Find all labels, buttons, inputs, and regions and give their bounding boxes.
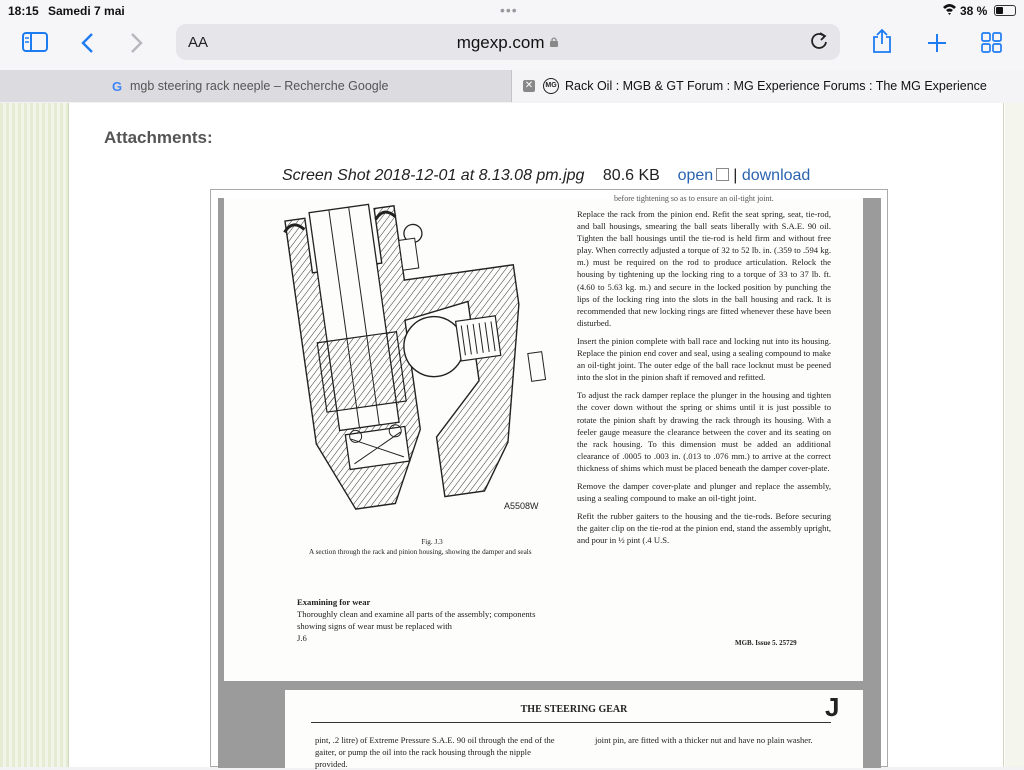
attachment-image[interactable] <box>210 189 888 767</box>
tab-rack-oil[interactable] <box>512 70 1024 102</box>
status-bar <box>0 0 1024 22</box>
tab-bar <box>0 70 1024 102</box>
sidebar-icon[interactable] <box>22 32 48 52</box>
download-link[interactable]: download <box>741 167 811 184</box>
chapter-letter: J <box>825 692 840 722</box>
paragraph: Refit the rubber gaiters to the housing and the tie-rods. Before securing the gaiter clip on the tie-rod at the pinion end, stand the assembly upright, and pour in ½ pint (.4 U.S. <box>577 511 831 546</box>
close-tab-icon[interactable]: ✕ <box>524 80 534 91</box>
external-link-icon[interactable] <box>716 168 729 181</box>
examining-section <box>297 596 553 644</box>
manual-text-column <box>577 208 831 552</box>
figure-caption-text: A section through the rack and pinion housing, showing the damper and seals <box>309 548 532 556</box>
reload-icon[interactable] <box>810 31 828 51</box>
attachment-size: 80.6 KB <box>602 167 660 184</box>
attachment-filename: Screen Shot 2018-12-01 at 8.13.08 pm.jpg <box>282 167 585 184</box>
link-separator: | <box>733 167 738 184</box>
lock-icon <box>549 36 559 48</box>
forward-icon[interactable] <box>130 32 144 54</box>
manual-next-page <box>285 690 863 768</box>
manual-page <box>224 194 863 681</box>
browser-toolbar <box>0 22 1024 70</box>
paragraph: Insert the pinion complete with ball race and locking nut into its housing. Replace the pinion end cover and seal, using a sealing compound to make an oil-tight joint. The outer edge of the ball race locknut must be peened into the slot in the pinion shaft if removed and refitted. <box>577 335 831 383</box>
attachment-line <box>282 167 810 185</box>
share-icon[interactable] <box>872 28 892 54</box>
examining-heading: Examining for wear <box>297 597 371 607</box>
address-bar[interactable] <box>176 24 840 60</box>
title-rule <box>311 722 831 723</box>
multitasking-dots-icon[interactable]: ••• <box>500 2 518 18</box>
figure-number: Fig. J.3 <box>421 538 443 546</box>
chapter-title: THE STEERING GEAR <box>520 704 628 715</box>
tab-google-search[interactable] <box>0 70 512 102</box>
page-footer: MGB. Issue 5. 25729 <box>735 639 797 647</box>
examining-text: Thoroughly clean and examine all parts of the assembly; components showing signs of wear must be replaced with <box>297 609 536 632</box>
attachments-heading: Attachments: <box>104 128 213 147</box>
paragraph: Remove the damper cover-plate and plunger and replace the assembly, using a sealing compound to make an oil-tight joint. <box>577 480 831 504</box>
text-size-button[interactable]: AA <box>188 34 209 51</box>
open-link[interactable]: open <box>677 167 714 184</box>
page-background <box>0 103 68 767</box>
page-reference: J.6 <box>297 633 307 644</box>
post-content <box>68 103 1004 767</box>
paragraph: To adjust the rack damper replace the plunger in the housing and tighten the cover down without the spring or shims until it is just possible to rotate the pinion shaft by drawing the rack through its housing. With a feeler gauge measure the clearance between the cover and its seating on the rack housing. To this dimension must be added an additional clearance of .0005 to .003 in. (.013 to .076 mm.) to arrive at the correct thickness of shims which must be placed beneath the damper cover-plate. <box>577 390 831 473</box>
new-tab-icon[interactable] <box>927 33 947 53</box>
tab-title: mgb steering rack neeple – Recherche Google <box>130 79 389 93</box>
url-host: mgexp.com <box>176 33 840 53</box>
scanned-page <box>218 194 881 769</box>
next-page-right-text: joint pin, are fitted with a thicker nut and have no plain washer. <box>595 735 813 745</box>
battery-icon <box>994 5 1016 16</box>
paragraph: Replace the rack from the pinion end. Refit the seat spring, seat, tie-rod, and ball housings, smearing the ball seats liberally with S.A.E. 90 oil. Tighten the ball housings until the tie-rod is held firm and without free play. When correctly adjusted a torque of 32 to 52 lb. in. (.359 to .594 kg. m.) must be required on the rod to produce articulation. Relock the housing by tightening up the locking ring to a torque of 33 to 37 lb. ft. (4.60 to 5.63 kg. m.) and secure in the locked position by punching the lips of the locking ring into the slots in the ball housing and rack. It is recommended that new locking rings are fitted whenever these have been disturbed. <box>577 209 831 328</box>
status-date: Samedi 7 mai <box>48 4 125 18</box>
page-background-right <box>1005 103 1024 767</box>
cut-off-line: before tightening so as to ensure an oil-tight joint. <box>614 194 774 203</box>
tab-overview-icon[interactable] <box>981 32 1002 53</box>
mg-favicon-icon: MG <box>543 78 559 94</box>
next-page-left-text: pint, .2 litre) of Extreme Pressure S.A.E. 90 oil through the end of the gaiter, or pump the oil into the rack housing through the nipple provided. <box>315 735 555 769</box>
back-icon[interactable] <box>80 32 94 54</box>
figure-caption <box>309 538 555 557</box>
status-time: 18:15 <box>8 4 39 18</box>
rack-pinion-drawing <box>224 198 564 538</box>
web-page <box>0 103 1024 767</box>
google-favicon-icon: G <box>112 79 123 94</box>
wifi-icon <box>942 3 957 15</box>
drawing-reference: A5508W <box>504 501 539 511</box>
battery-percent: 38 % <box>960 4 988 18</box>
tab-title: Rack Oil : MGB & GT Forum : MG Experience Forums : The MG Experience <box>565 79 987 93</box>
